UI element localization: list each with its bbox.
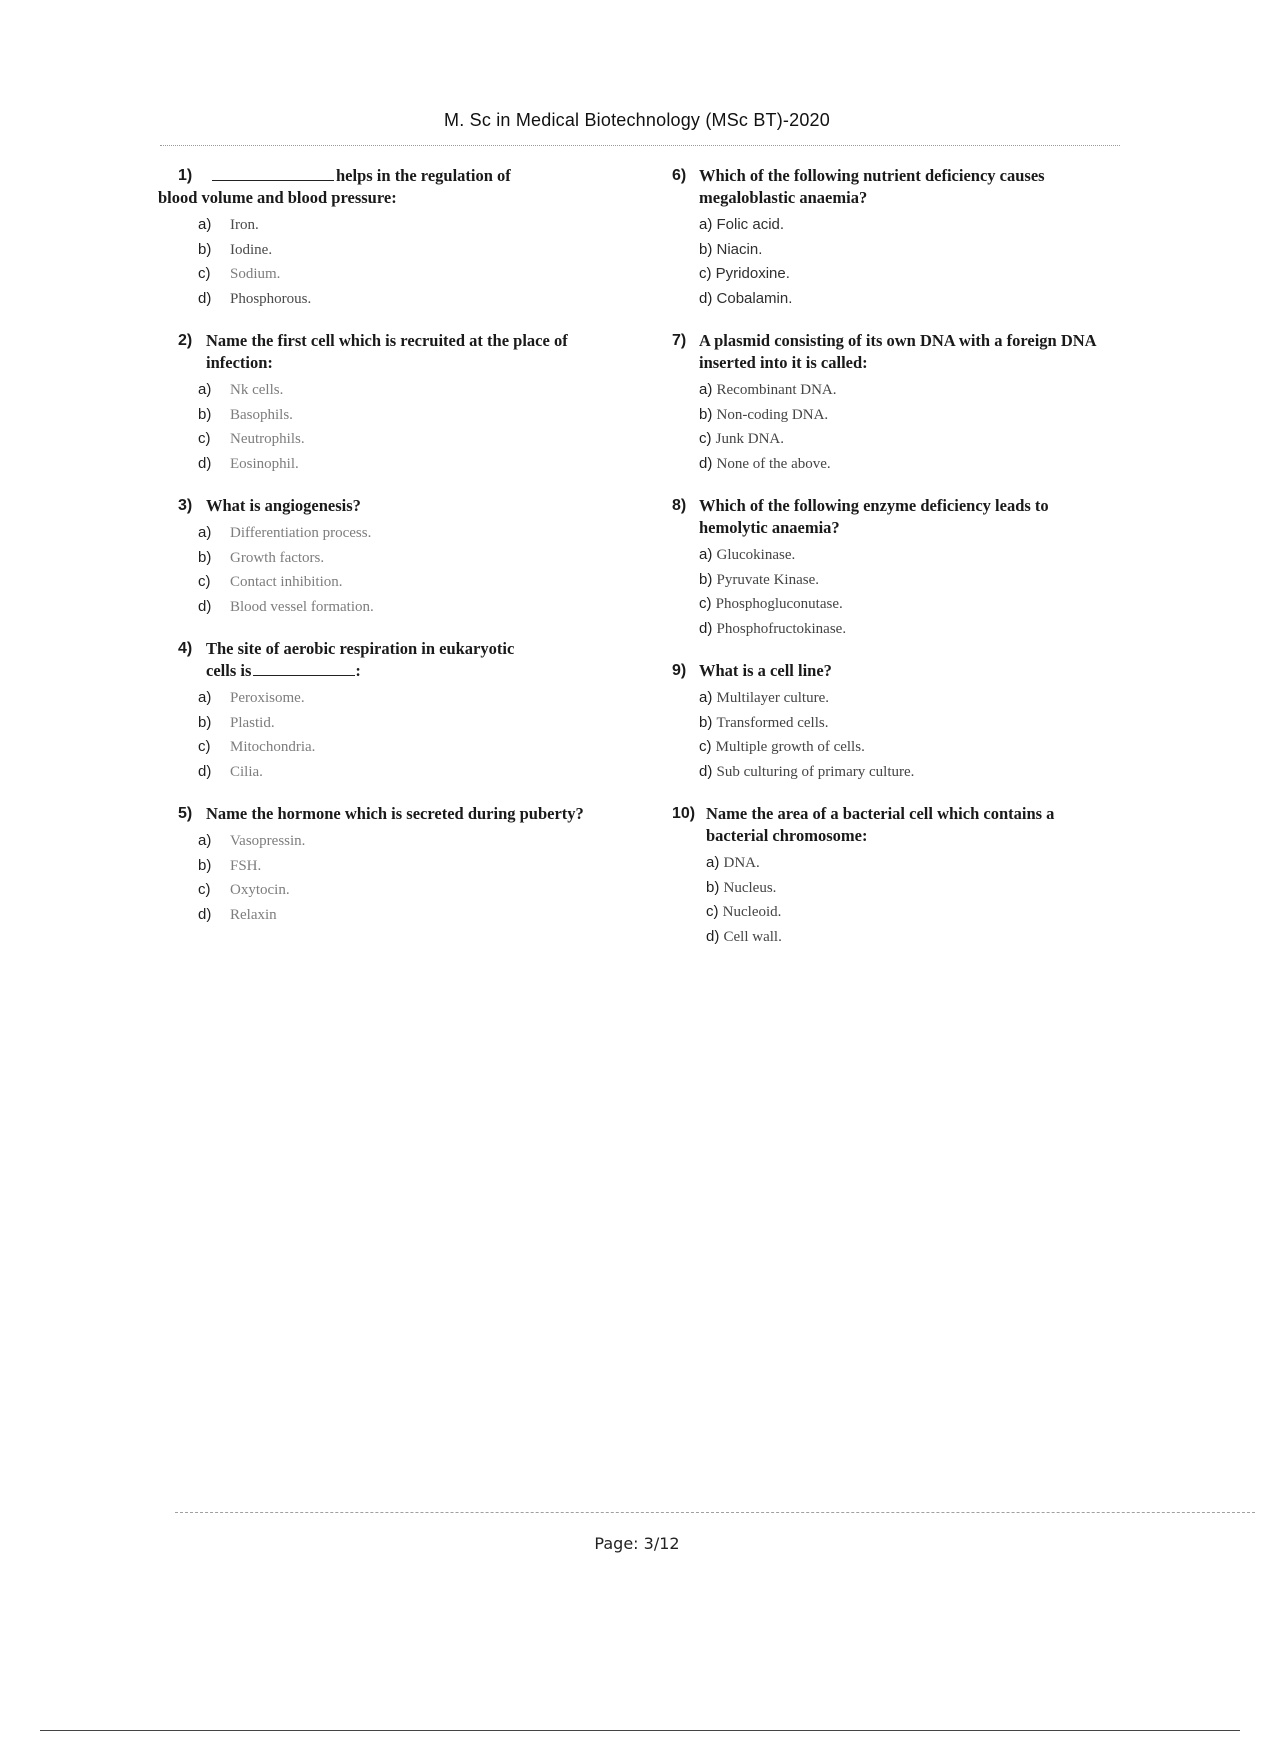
question-text: : xyxy=(355,661,361,680)
question-text: blood volume and blood pressure: xyxy=(158,188,397,207)
option-list xyxy=(178,686,638,784)
option-d: d) Eosinophil. xyxy=(198,454,299,472)
question-4-stem xyxy=(178,638,638,682)
option-a: a) Iron. xyxy=(198,216,259,233)
option-a: a) DNA. xyxy=(706,854,760,871)
question-9 xyxy=(672,660,1112,784)
question-number: 5) xyxy=(178,805,193,822)
option-c: c) Phosphogluconutase. xyxy=(699,595,843,612)
right-question-column xyxy=(672,165,1112,968)
question-6 xyxy=(672,165,1112,311)
question-number: 8) xyxy=(672,497,687,514)
question-10 xyxy=(672,803,1112,949)
option-b: b) Transformed cells. xyxy=(699,713,829,731)
option-c: c) Sodium. xyxy=(198,265,281,282)
question-number: 1) xyxy=(178,167,193,184)
option-c: c) Mitochondria. xyxy=(198,738,316,755)
question-text: Name the hormone which is secreted during puberty? xyxy=(206,804,584,823)
option-d: d) Cobalamin. xyxy=(699,289,793,307)
option-b: b) Growth factors. xyxy=(198,548,325,566)
option-b: b) Non-coding DNA. xyxy=(699,405,829,423)
question-8-stem xyxy=(672,495,1112,539)
scan-edge-line xyxy=(40,1730,1240,1731)
question-text: A plasmid consisting of its own DNA with a foreign DNA inserted into it is called: xyxy=(699,331,1096,372)
option-a: a) Multilayer culture. xyxy=(699,689,829,706)
question-text: Which of the following enzyme deficiency leads to hemolytic anaemia? xyxy=(699,496,1049,537)
option-a: a) Peroxisome. xyxy=(198,689,305,706)
question-3 xyxy=(178,495,638,619)
question-4 xyxy=(178,638,638,784)
question-number: 7) xyxy=(672,332,687,349)
question-3-stem xyxy=(178,495,638,517)
question-number: 9) xyxy=(672,662,687,679)
option-a: a) Differentiation process. xyxy=(198,524,372,541)
option-c: c) Multiple growth of cells. xyxy=(699,738,865,755)
question-text: What is a cell line? xyxy=(699,661,832,680)
option-d: d) None of the above. xyxy=(699,454,831,472)
question-text: What is angiogenesis? xyxy=(206,496,361,515)
option-a: a) Vasopressin. xyxy=(198,832,306,849)
question-number: 3) xyxy=(178,497,193,514)
option-b: b) Plastid. xyxy=(198,713,275,731)
option-b: b) Pyruvate Kinase. xyxy=(699,570,819,588)
question-text: Which of the following nutrient deficiency causes megaloblastic anaemia? xyxy=(699,166,1045,207)
question-7 xyxy=(672,330,1112,476)
option-d: d) Cell wall. xyxy=(706,927,782,945)
header-divider xyxy=(160,145,1120,146)
question-6-stem xyxy=(672,165,1112,209)
option-a: a) Folic acid. xyxy=(699,216,785,233)
question-5 xyxy=(178,803,638,927)
option-list xyxy=(178,521,638,619)
option-d: d) Phosphorous. xyxy=(198,289,312,307)
question-number: 4) xyxy=(178,640,193,657)
question-number: 6) xyxy=(672,167,687,184)
footer-divider xyxy=(175,1512,1255,1513)
question-2 xyxy=(178,330,638,476)
option-list xyxy=(672,851,1112,949)
answer-blank xyxy=(212,165,334,181)
option-c: c) Contact inhibition. xyxy=(198,573,343,590)
option-d: d) Relaxin xyxy=(198,905,277,923)
question-7-stem xyxy=(672,330,1112,374)
question-10-stem xyxy=(672,803,1112,847)
question-8 xyxy=(672,495,1112,641)
option-d: d) Blood vessel formation. xyxy=(198,597,374,615)
question-text: The site of aerobic respiration in eukaryotic xyxy=(206,639,515,658)
question-number: 10) xyxy=(672,805,696,822)
answer-blank xyxy=(253,660,355,676)
option-list xyxy=(178,213,638,311)
option-b: b) FSH. xyxy=(198,856,262,874)
question-2-stem xyxy=(178,330,638,374)
option-b: b) Nucleus. xyxy=(706,878,777,896)
question-9-stem xyxy=(672,660,1112,682)
question-1 xyxy=(158,165,638,311)
question-number: 2) xyxy=(178,332,193,349)
question-text: Name the area of a bacterial cell which contains a bacterial chromosome: xyxy=(706,804,1055,845)
left-question-column xyxy=(158,165,638,946)
option-list xyxy=(178,378,638,476)
page-number: Page: 3/12 xyxy=(594,1534,680,1553)
question-5-stem xyxy=(178,803,638,825)
option-list xyxy=(178,829,638,927)
option-list xyxy=(672,213,1112,311)
option-a: a) Recombinant DNA. xyxy=(699,381,837,398)
option-c: c) Junk DNA. xyxy=(699,430,785,447)
option-a: a) Glucokinase. xyxy=(699,546,796,563)
option-list xyxy=(672,686,1112,784)
question-text: cells is xyxy=(206,661,252,680)
question-1-stem xyxy=(158,165,638,209)
option-c: c) Neutrophils. xyxy=(198,430,305,447)
option-d: d) Sub culturing of primary culture. xyxy=(699,762,915,780)
option-c: c) Oxytocin. xyxy=(198,881,290,898)
option-c: c) Nucleoid. xyxy=(706,903,782,920)
option-list xyxy=(672,543,1112,641)
option-d: d) Phosphofructokinase. xyxy=(699,619,847,637)
option-b: b) Basophils. xyxy=(198,405,293,423)
option-d: d) Cilia. xyxy=(198,762,263,780)
option-b: b) Niacin. xyxy=(699,240,763,258)
option-c: c) Pyridoxine. xyxy=(699,265,790,282)
question-text: Name the first cell which is recruited at the place of infection: xyxy=(206,331,568,372)
page-title: M. Sc in Medical Biotechnology (MSc BT)-2020 xyxy=(444,110,830,130)
question-text: helps in the regulation of xyxy=(336,166,511,185)
option-b: b) Iodine. xyxy=(198,240,273,258)
option-a: a) Nk cells. xyxy=(198,381,284,398)
option-list xyxy=(672,378,1112,476)
